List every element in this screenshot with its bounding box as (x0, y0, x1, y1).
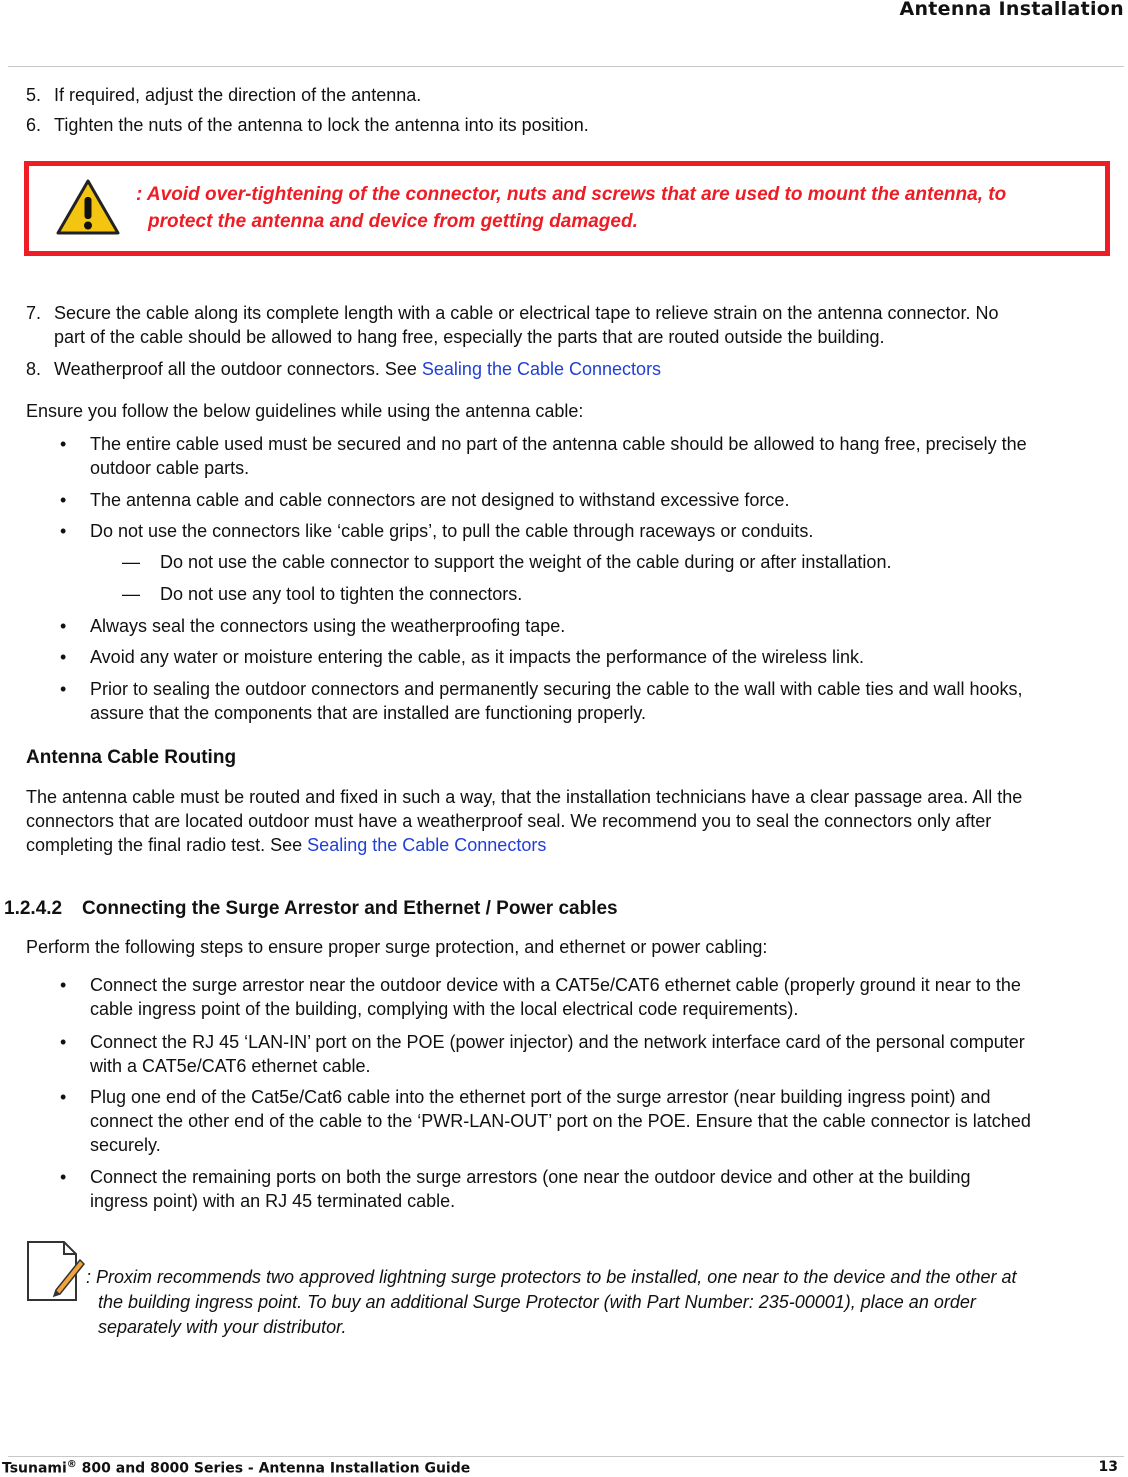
note-pencil-icon (24, 1238, 86, 1306)
guideline-1-line-1: The entire cable used must be secured and no part of the antenna cable should be allowed to hang free, precisely the (90, 434, 1027, 454)
sealing-connectors-link[interactable]: Sealing the Cable Connectors (307, 835, 547, 855)
step-8-text (54, 357, 661, 381)
cabling-step-4-line-2: ingress point) with an RJ 45 terminated cable. (90, 1191, 456, 1211)
caution-text (136, 181, 1106, 235)
step-6-number: 6. (26, 115, 42, 135)
note-line-2: the building ingress point. To buy an additional Surge Protector (with Part Number: 235-00001), place an order (98, 1292, 976, 1312)
routing-line-3 (26, 833, 546, 857)
warning-triangle-icon (55, 177, 121, 237)
guideline-3: Do not use the connectors like ‘cable grips’, to pull the cable through raceways or conduits. (90, 521, 814, 541)
guideline-6-line-1: Prior to sealing the outdoor connectors and permanently securing the cable to the wall with cable ties and wall hooks, (90, 679, 1023, 699)
guideline-3-sub-2: Do not use any tool to tighten the connectors. (160, 584, 523, 604)
routing-line-1: The antenna cable must be routed and fixed in such a way, that the installation technicians have a clear passage area. All the (26, 787, 1023, 807)
bullet-marker: • (60, 490, 67, 510)
step-6-text: Tighten the nuts of the antenna to lock the antenna into its position. (54, 115, 589, 135)
header-divider (8, 66, 1124, 67)
guideline-1-line-2: outdoor cable parts. (90, 458, 250, 478)
guideline-4: Always seal the connectors using the weatherproofing tape. (90, 616, 566, 636)
bullet-marker: • (60, 616, 67, 636)
cabling-step-2-line-2: with a CAT5e/CAT6 ethernet cable. (90, 1056, 371, 1076)
section-number: 1.2.4.2 (4, 898, 63, 919)
page-number: 13 (1098, 1459, 1118, 1475)
footer-brand: Tsunami (2, 1460, 67, 1477)
section-title: Connecting the Surge Arrestor and Ethernet / Power cables (82, 898, 618, 919)
cabling-step-1-line-2: cable ingress point of the building, complying with the local electrical code requirements). (90, 999, 799, 1019)
bullet-marker: • (60, 1032, 67, 1052)
guideline-2: The antenna cable and cable connectors are not designed to withstand excessive force. (90, 490, 790, 510)
footer-doc-rest: 800 and 8000 Series - Antenna Installation Guide (76, 1460, 471, 1477)
bullet-marker: • (60, 647, 67, 667)
cabling-step-3-line-2: connect the other end of the cable to the ‘PWR-LAN-OUT’ port on the POE. Ensure that the cable connector is latched (90, 1111, 1031, 1131)
caution-line-2: protect the antenna and device from getting damaged. (148, 211, 638, 232)
section-intro: Perform the following steps to ensure proper surge protection, and ethernet or power cabling: (26, 937, 768, 957)
cabling-step-1-line-1: Connect the surge arrestor near the outdoor device with a CAT5e/CAT6 ethernet cable (properly ground it near to the (90, 975, 1021, 995)
cabling-step-4-line-1: Connect the remaining ports on both the surge arrestors (one near the outdoor device and other at the building (90, 1167, 971, 1187)
page-header-title: Antenna Installation (899, 0, 1124, 20)
note-line-1: : Proxim recommends two approved lightning surge protectors to be installed, one near to the device and the other at (86, 1267, 1017, 1287)
footer-doc-title (2, 1459, 470, 1477)
cabling-step-3-line-1: Plug one end of the Cat5e/Cat6 cable into the ethernet port of the surge arrestor (near building ingress point) and (90, 1087, 991, 1107)
step-7-line-2: part of the cable should be allowed to hang free, especially the parts that are routed outside the building. (54, 327, 885, 347)
step-8-text-main: Weatherproof all the outdoor connectors. See (54, 359, 422, 379)
bullet-marker: • (60, 1167, 67, 1187)
bullet-marker: • (60, 975, 67, 995)
guidelines-intro: Ensure you follow the below guidelines while using the antenna cable: (26, 401, 584, 421)
registered-mark: ® (66, 1459, 77, 1470)
bullet-marker: • (60, 679, 67, 699)
cabling-step-3-line-3: securely. (90, 1135, 161, 1155)
dash-marker: — (122, 552, 140, 572)
note-line-3: separately with your distributor. (98, 1317, 347, 1337)
note-text (86, 1265, 1128, 1340)
routing-line-3-text: completing the final radio test. See (26, 835, 308, 855)
bullet-marker: • (60, 521, 67, 541)
cabling-step-2-line-1: Connect the RJ 45 ‘LAN-IN’ port on the POE (power injector) and the network interface card of the personal computer (90, 1032, 1025, 1052)
guideline-6-line-2: assure that the components that are installed are functioning properly. (90, 703, 646, 723)
step-7-line-1: Secure the cable along its complete length with a cable or electrical tape to relieve strain on the antenna connector. No (54, 303, 999, 323)
bullet-marker: • (60, 1087, 67, 1107)
sealing-connectors-link[interactable]: Sealing the Cable Connectors (421, 359, 662, 379)
footer-divider (8, 1456, 1124, 1457)
step-5-text: If required, adjust the direction of the antenna. (54, 85, 422, 105)
step-8-number: 8. (26, 359, 42, 379)
routing-line-2: connectors that are located outdoor must have a weatherproof seal. We recommend you to seal the connectors only after (26, 811, 992, 831)
guideline-3-sub-1: Do not use the cable connector to support the weight of the cable during or after installation. (160, 552, 892, 572)
step-7-number: 7. (26, 303, 42, 323)
dash-marker: — (122, 584, 140, 604)
caution-line-1: : Avoid over-tightening of the connector, nuts and screws that are used to mount the antenna, to (136, 184, 1007, 205)
bullet-marker: • (60, 434, 67, 454)
routing-heading: Antenna Cable Routing (26, 747, 237, 768)
step-5-number: 5. (26, 85, 42, 105)
guideline-5: Avoid any water or moisture entering the cable, as it impacts the performance of the wireless link. (90, 647, 865, 667)
